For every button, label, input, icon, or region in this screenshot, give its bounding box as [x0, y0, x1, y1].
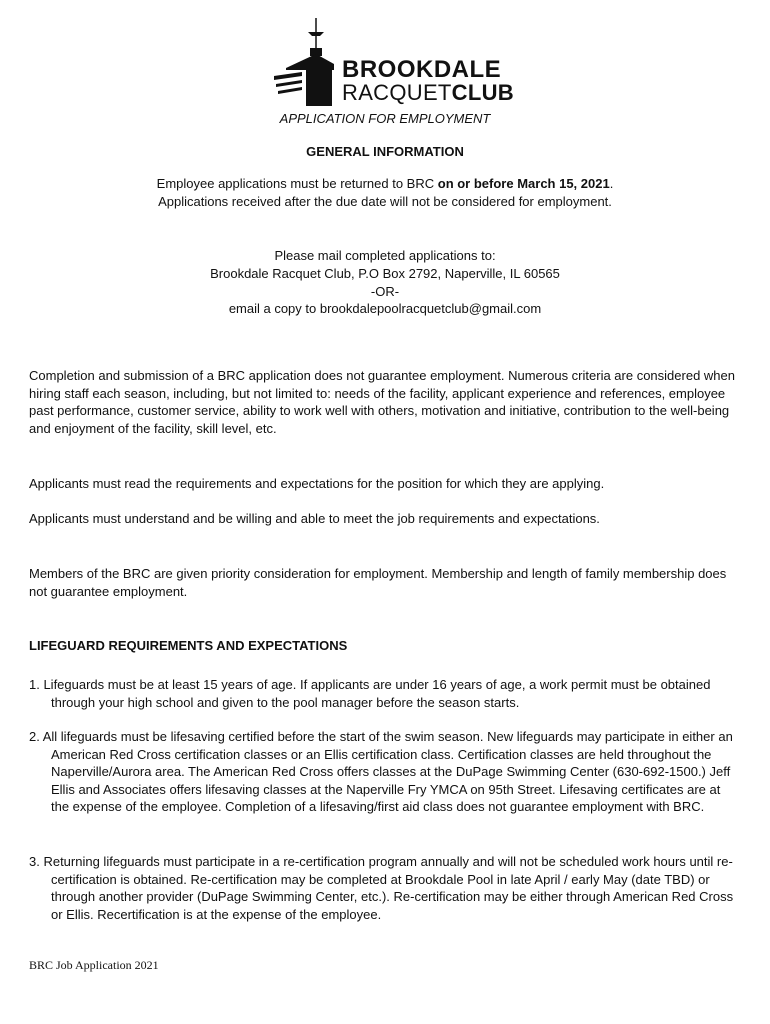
members-priority-paragraph: Members of the BRC are given priority consideration for employment. Membership and length of family membership does not guarantee employment.	[29, 566, 727, 599]
logo-brookdale: BROOKDALE	[342, 56, 502, 83]
mail-instruction: Please mail completed applications to:	[274, 248, 496, 263]
list-item: 2. All lifeguards must be lifesaving certified before the start of the swim season. New lifeguards may participate in either an American Red Cross certification classes or an Ellis certification class. Certification classes are held throughout the Naperville/Aurora area. The American Red Cross offers classes at the DuPage Swimming Center (630-692-1500.) Jeff Ellis and Associates offers lifesaving classes at the Naperville Fry YMCA on 95th Street. Lifesaving certificates are at the expense of the employee. Completion of a lifesaving/first aid class does not guarantee employment with BRC.	[29, 729, 733, 814]
mailing-address: Brookdale Racquet Club, P.O Box 2792, Naperville, IL 60565	[210, 266, 560, 281]
application-title: APPLICATION FOR EMPLOYMENT	[279, 111, 491, 126]
list-item: 1. Lifeguards must be at least 15 years of age. If applicants are under 16 years of age, a work permit must be obtained through your high school and given to the pool manager before the season starts.	[29, 677, 711, 710]
due-date-suffix: .	[609, 176, 614, 191]
or-separator: -OR-	[370, 284, 400, 299]
understand-requirements-paragraph: Applicants must understand and be willing and able to meet the job requirements and expectations.	[29, 511, 600, 526]
due-date-bold: on or before March 15, 2021	[437, 176, 610, 191]
late-application-notice: Applications received after the due date will not be considered for employment.	[158, 194, 612, 209]
clubhouse-weathervane-icon	[272, 18, 342, 108]
footer-label: BRC Job Application 2021	[29, 958, 159, 972]
due-date-line	[0, 175, 770, 193]
email-instruction: email a copy to brookdalepoolracquetclub@gmail.com	[228, 301, 542, 316]
logo-racquet-club	[342, 82, 514, 104]
general-info-heading: GENERAL INFORMATION	[306, 144, 464, 159]
list-item: 3. Returning lifeguards must participate in a re-certification program annually and will not be scheduled work hours until re-certification is obtained. Re-certification may be completed at Brookdale Pool in late April / early May (date TBD) or through another provider (DuPage Swimming Center, etc.). Re-certification may be either through American Red Cross or Ellis. Recertification is at the expense of the employee.	[29, 854, 734, 922]
logo-club: CLUB	[451, 80, 514, 105]
lifeguard-heading: LIFEGUARD REQUIREMENTS AND EXPECTATIONS	[29, 638, 348, 653]
brookdale-logo	[272, 18, 522, 108]
due-date-prefix: Employee applications must be returned to BRC	[156, 176, 438, 191]
read-requirements-paragraph: Applicants must read the requirements and expectations for the position for which they are applying.	[29, 476, 605, 491]
completion-paragraph: Completion and submission of a BRC application does not guarantee employment. Numerous criteria are considered when hiring staff each season, including, but not limited to: needs of the facility, applicant experience and references, employee past performance, customer service, ability to work well with others, motivation and initiative, contribution to the well-being and enjoyment of the facility, skill level, etc.	[29, 368, 735, 436]
logo-racquet: RACQUET	[342, 80, 452, 105]
